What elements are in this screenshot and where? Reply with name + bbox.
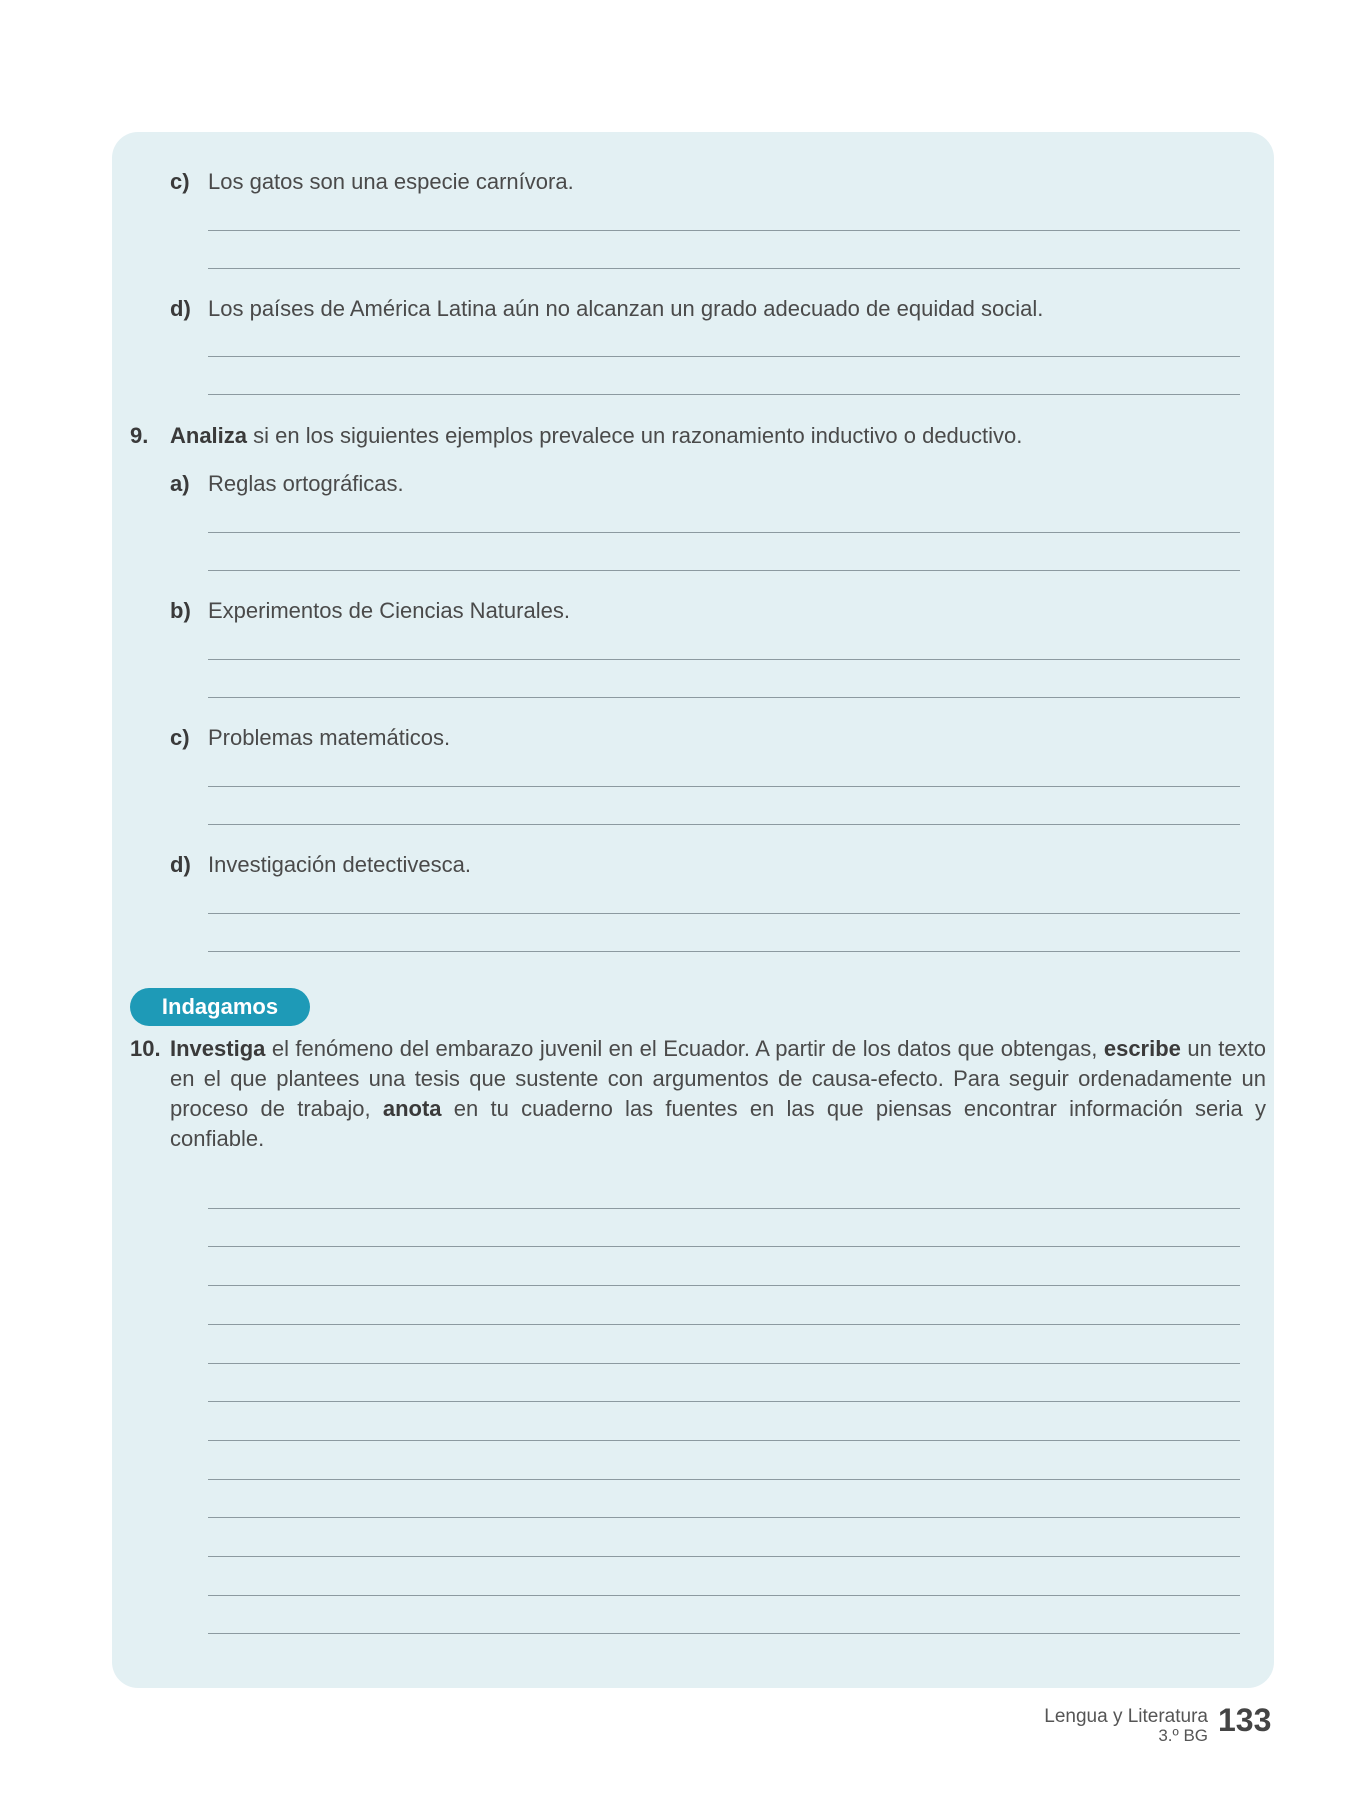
answer-line[interactable]	[208, 532, 1240, 533]
question-9-prompt	[170, 422, 1022, 450]
q10-text-2: un texto en el que plantees una tesis que sustente con argumentos de causa-efecto. Para seguir ordenadamente un proceso de trabajo,	[170, 1036, 1266, 1121]
writing-line[interactable]	[208, 1246, 1240, 1247]
answer-line[interactable]	[208, 268, 1240, 269]
item-letter-c: c)	[170, 169, 190, 194]
writing-line[interactable]	[208, 1556, 1240, 1557]
writing-line[interactable]	[208, 1285, 1240, 1286]
section-badge-indagamos: Indagamos	[130, 988, 310, 1026]
question-9-rest: si en los siguientes ejemplos prevalece un razonamiento inductivo o deductivo.	[247, 423, 1023, 448]
q9-letter-b: b)	[170, 598, 191, 623]
page-number: 133	[1218, 1702, 1272, 1738]
q9-text-d: Investigación detectivesca.	[208, 852, 471, 877]
writing-line[interactable]	[208, 1401, 1240, 1402]
footer-grade: 3.º BG	[1158, 1726, 1208, 1745]
answer-line[interactable]	[208, 824, 1240, 825]
question-10-paragraph	[170, 1034, 1266, 1154]
answer-line[interactable]	[208, 394, 1240, 395]
q9-letter-a: a)	[170, 471, 190, 496]
q10-text-3: en tu cuaderno las fuentes en las que piensas encontrar información seria y confiable.	[170, 1096, 1266, 1151]
item-text-d: Los países de América Latina aún no alcanzan un grado adecuado de equidad social.	[208, 296, 1044, 321]
answer-line[interactable]	[208, 356, 1240, 357]
writing-line[interactable]	[208, 1479, 1240, 1480]
answer-line[interactable]	[208, 913, 1240, 914]
q9-letter-d: d)	[170, 852, 191, 877]
q10-text-1: el fenómeno del embarazo juvenil en el Ecuador. A partir de los datos que obtengas,	[265, 1036, 1104, 1061]
q9-letter-c: c)	[170, 725, 190, 750]
item-text-c: Los gatos son una especie carnívora.	[208, 169, 574, 194]
writing-line[interactable]	[208, 1324, 1240, 1325]
writing-line[interactable]	[208, 1363, 1240, 1364]
item-letter-d: d)	[170, 296, 191, 321]
question-number-10: 10.	[130, 1036, 161, 1061]
q10-verb-anota: anota	[382, 1096, 442, 1121]
answer-line[interactable]	[208, 570, 1240, 571]
answer-line[interactable]	[208, 951, 1240, 952]
answer-line[interactable]	[208, 697, 1240, 698]
writing-line[interactable]	[208, 1440, 1240, 1441]
exercise-panel	[112, 132, 1274, 1688]
question-number-9: 9.	[130, 423, 149, 448]
answer-line[interactable]	[208, 786, 1240, 787]
writing-line[interactable]	[208, 1633, 1240, 1634]
question-9-verb: Analiza	[170, 423, 248, 448]
q9-text-a: Reglas ortográficas.	[208, 471, 404, 496]
footer-subject: Lengua y Literatura	[1044, 1706, 1208, 1727]
answer-line[interactable]	[208, 230, 1240, 231]
q9-text-b: Experimentos de Ciencias Naturales.	[208, 598, 570, 623]
answer-line[interactable]	[208, 659, 1240, 660]
q10-verb-escribe: escribe	[1103, 1036, 1181, 1061]
q9-text-c: Problemas matemáticos.	[208, 725, 451, 750]
q10-verb-investiga: Investiga	[170, 1036, 266, 1061]
writing-line[interactable]	[208, 1517, 1240, 1518]
writing-line[interactable]	[208, 1595, 1240, 1596]
writing-line[interactable]	[208, 1208, 1240, 1209]
